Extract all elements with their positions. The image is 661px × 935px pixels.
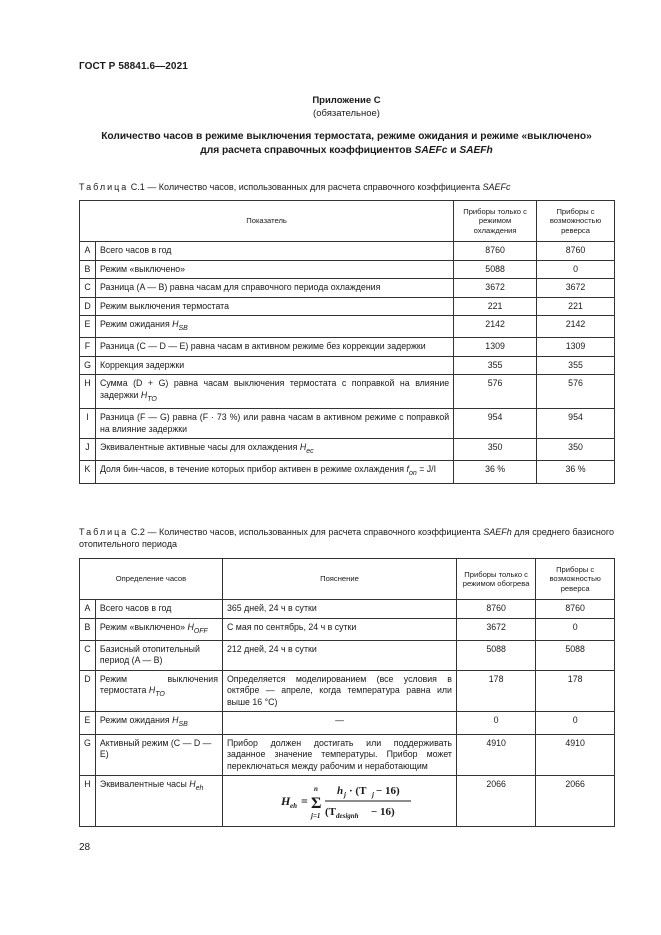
cell-reverse: 2142 <box>537 316 615 338</box>
formula-num-end: − 16) <box>375 785 400 797</box>
row-definition <box>95 618 222 640</box>
row-letter: C <box>80 640 96 670</box>
table-row <box>80 260 615 279</box>
table2-caption <box>79 526 614 550</box>
row-definition: Активный режим (C — D — E) <box>95 734 222 776</box>
table-row <box>80 338 615 357</box>
table1-header-row <box>80 201 615 242</box>
table2-caption-label: Таблица <box>79 527 129 537</box>
symbol-sub: on <box>408 470 417 477</box>
table-row <box>80 640 615 670</box>
cell-reverse: 355 <box>537 356 615 375</box>
row-letter: D <box>80 670 96 712</box>
row-definition-main: Режим ожидания <box>99 715 173 726</box>
table1-caption-label: Таблица <box>79 182 129 192</box>
cell-heat: 3672 <box>456 618 535 640</box>
row-text-main: Сумма (D + G) равна часам выключения термостата с поправкой на влияние задержки <box>99 378 450 400</box>
formula-num-t-sub: j <box>371 791 374 799</box>
row-explanation: 365 дней, 24 ч в сутки <box>222 600 456 619</box>
cell-cool: 2142 <box>454 316 537 338</box>
row-text-main: Эквивалентные активные часы для охлаждения <box>99 442 300 452</box>
symbol: H <box>140 389 148 400</box>
cell-reverse: 0 <box>536 712 615 734</box>
table-row <box>80 600 615 619</box>
row-definition-main: Режим выключения термостата <box>99 673 218 696</box>
row-letter: A <box>80 600 96 619</box>
row-letter: H <box>80 776 96 827</box>
cell-reverse: 5088 <box>536 640 615 670</box>
row-explanation: Определяется моделированием (все условия в октябре — апреле, когда температура равна или выше 16 °С) <box>222 670 456 712</box>
row-text: Разница (C — D — E) равна часам в активном режиме без коррекции задержки <box>95 338 453 357</box>
table1-caption-coef: SAEFc <box>482 182 511 192</box>
cell-heat: 4910 <box>456 734 535 776</box>
row-definition: Базисный отопительный период (A — B) <box>95 640 222 670</box>
page-number: 28 <box>79 842 91 853</box>
table-row <box>80 776 615 827</box>
formula-den-sub: designh <box>335 812 359 820</box>
row-text <box>95 461 453 483</box>
table-row <box>80 734 615 776</box>
table-row <box>80 375 615 409</box>
cell-heat: 8760 <box>456 600 535 619</box>
row-letter: G <box>80 356 96 375</box>
row-text: Коррекция задержки <box>95 356 453 375</box>
annex-title: Приложение С <box>312 95 381 106</box>
cell-cool: 355 <box>454 356 537 375</box>
symbol-sub: TO <box>147 395 157 403</box>
row-definition <box>95 670 222 712</box>
table1-caption <box>79 181 614 193</box>
cell-reverse: 3672 <box>537 279 615 298</box>
row-letter: B <box>80 260 96 279</box>
table2-header-row <box>80 559 615 600</box>
cell-heat: 5088 <box>456 640 535 670</box>
table-row <box>80 712 615 734</box>
row-text: Всего часов в год <box>95 242 453 261</box>
row-text: Разница (F — G) равна (F · 73 %) или равна часам в активном режиме с поправкой на влияние задержки <box>95 409 453 439</box>
row-letter: B <box>80 618 96 640</box>
symbol: f <box>406 464 409 475</box>
table2-caption-tail: для среднего базисного отопительного периода <box>79 527 614 549</box>
row-explanation: — <box>222 712 456 734</box>
table-row <box>80 242 615 261</box>
cell-reverse: 178 <box>536 670 615 712</box>
table2-header-reverse: Приборы с возможностью реверса <box>536 559 615 600</box>
formula-lhs-sub: eh <box>289 802 297 810</box>
table-row <box>80 618 615 640</box>
symbol-sub: TO <box>155 691 165 698</box>
cell-reverse: 0 <box>537 260 615 279</box>
row-explanation: 212 дней, 24 ч в сутки <box>222 640 456 670</box>
table-row <box>80 409 615 439</box>
symbol-sub: eh <box>195 784 204 792</box>
table-row <box>80 279 615 298</box>
table-row <box>80 670 615 712</box>
row-definition: Всего часов в год <box>95 600 222 619</box>
row-letter: A <box>80 242 96 261</box>
table1-header-reverse: Приборы с возможностью реверса <box>537 201 615 242</box>
cell-reverse: 8760 <box>537 242 615 261</box>
table-row <box>80 297 615 316</box>
row-text: Режим выключения термостата <box>95 297 453 316</box>
row-text <box>95 316 453 338</box>
cell-reverse: 1309 <box>537 338 615 357</box>
table-row <box>80 356 615 375</box>
cell-reverse: 8760 <box>536 600 615 619</box>
table2-header-explanation: Пояснение <box>222 559 456 600</box>
table2-header-heat-only: Приборы только с режимом обогрева <box>456 559 535 600</box>
cell-heat: 178 <box>456 670 535 712</box>
cell-reverse: 954 <box>537 409 615 439</box>
table-row <box>80 439 615 461</box>
formula-den-t: (T <box>324 806 336 818</box>
row-explanation: Прибор должен достигать или поддерживать заданное значение температуры. Прибор может переключаться между рабочим и неработающим <box>222 734 456 776</box>
annex-status: (обязательное) <box>313 108 380 119</box>
symbol: H <box>148 685 156 696</box>
row-letter: G <box>80 734 96 776</box>
formula-cell <box>222 776 456 827</box>
table-row <box>80 316 615 338</box>
cell-cool: 954 <box>454 409 537 439</box>
row-definition-main: Режим «выключено» <box>99 621 188 632</box>
symbol: H <box>172 715 179 726</box>
heading-coef-h: SAEFh <box>459 145 493 156</box>
standard-number: ГОСТ Р 58841.6—2021 <box>79 61 188 72</box>
heading-coef-c: SAEFc <box>414 145 448 156</box>
row-letter: J <box>80 439 96 461</box>
cell-cool: 8760 <box>454 242 537 261</box>
row-definition-main: Эквивалентные часы <box>99 779 190 789</box>
cell-cool: 5088 <box>454 260 537 279</box>
row-text-main: Доля бин-часов, в течение которых прибор активен в режиме охлаждения <box>99 464 407 475</box>
cell-heat: 2066 <box>456 776 535 827</box>
cell-cool: 36 % <box>454 461 537 483</box>
symbol: H <box>189 779 196 789</box>
heading-and: и <box>447 145 460 156</box>
table2 <box>79 558 615 827</box>
table1-header-cool-only: Приборы только с режимом охлаждения <box>454 201 537 242</box>
cell-cool: 3672 <box>454 279 537 298</box>
cell-cool: 1309 <box>454 338 537 357</box>
heading-line-1: Количество часов в режиме выключения термостата, режиме ожидания и режиме «выключено» <box>101 131 592 142</box>
row-explanation: С мая по сентябрь, 24 ч в сутки <box>222 618 456 640</box>
table1-caption-text: С.1 — Количество часов, использованных для расчета справочного коэффициента <box>128 182 483 192</box>
formula-num-h: h <box>336 785 344 797</box>
symbol-sub: SB <box>178 721 188 728</box>
cell-heat: 0 <box>456 712 535 734</box>
cell-reverse: 4910 <box>536 734 615 776</box>
heading-prefix: для расчета справочных коэффициентов <box>200 145 415 156</box>
row-text <box>95 439 453 461</box>
table1 <box>79 200 615 484</box>
table-row <box>80 461 615 483</box>
symbol-sub: SB <box>178 324 188 332</box>
row-letter: C <box>80 279 96 298</box>
cell-cool: 221 <box>454 297 537 316</box>
heading-line-2 <box>79 144 614 158</box>
table2-caption-text: С.2 — Количество часов, использованных для расчета справочного коэффициента <box>128 527 484 537</box>
row-letter: K <box>80 461 96 483</box>
row-text-tail: = J/I <box>416 464 437 475</box>
row-letter: H <box>80 375 96 409</box>
row-letter: E <box>80 316 96 338</box>
row-letter: F <box>80 338 96 357</box>
formula-den-end: − 16) <box>370 806 395 818</box>
cell-reverse: 36 % <box>537 461 615 483</box>
cell-reverse: 576 <box>537 375 615 409</box>
row-text: Разница (A — B) равна часам для справочного периода охлаждения <box>95 279 453 298</box>
formula-lhs: H <box>280 794 291 808</box>
cell-cool: 576 <box>454 375 537 409</box>
formula-sigma: Σ <box>310 795 322 812</box>
formula-sum-top: n <box>313 785 318 793</box>
symbol-sub: ec <box>306 447 314 455</box>
symbol-sub: OFF <box>193 627 208 635</box>
row-letter: I <box>80 409 96 439</box>
row-letter: E <box>80 712 96 734</box>
formula-equals: = <box>300 794 308 808</box>
symbol: H <box>299 442 307 452</box>
symbol: H <box>187 621 194 632</box>
row-text-main: Режим ожидания <box>99 319 173 329</box>
row-definition <box>95 776 222 827</box>
formula-num-h-sub: j <box>343 791 346 799</box>
table2-caption-coef: SAEFh <box>483 527 512 537</box>
row-text: Режим «выключено» <box>95 260 453 279</box>
formula-num-rest: · (T <box>348 785 367 797</box>
cell-reverse: 221 <box>537 297 615 316</box>
row-text <box>95 375 453 409</box>
table2-header-definition: Определение часов <box>80 559 223 600</box>
cell-reverse: 0 <box>536 618 615 640</box>
row-definition <box>95 712 222 734</box>
table1-header-indicator: Показатель <box>80 201 454 242</box>
formula-sum-bottom: j=1 <box>310 812 321 820</box>
section-heading <box>79 130 614 158</box>
symbol: H <box>172 319 179 329</box>
cell-reverse: 2066 <box>536 776 615 827</box>
cell-cool: 350 <box>454 439 537 461</box>
row-letter: D <box>80 297 96 316</box>
cell-reverse: 350 <box>537 439 615 461</box>
formula-heh <box>225 779 454 823</box>
